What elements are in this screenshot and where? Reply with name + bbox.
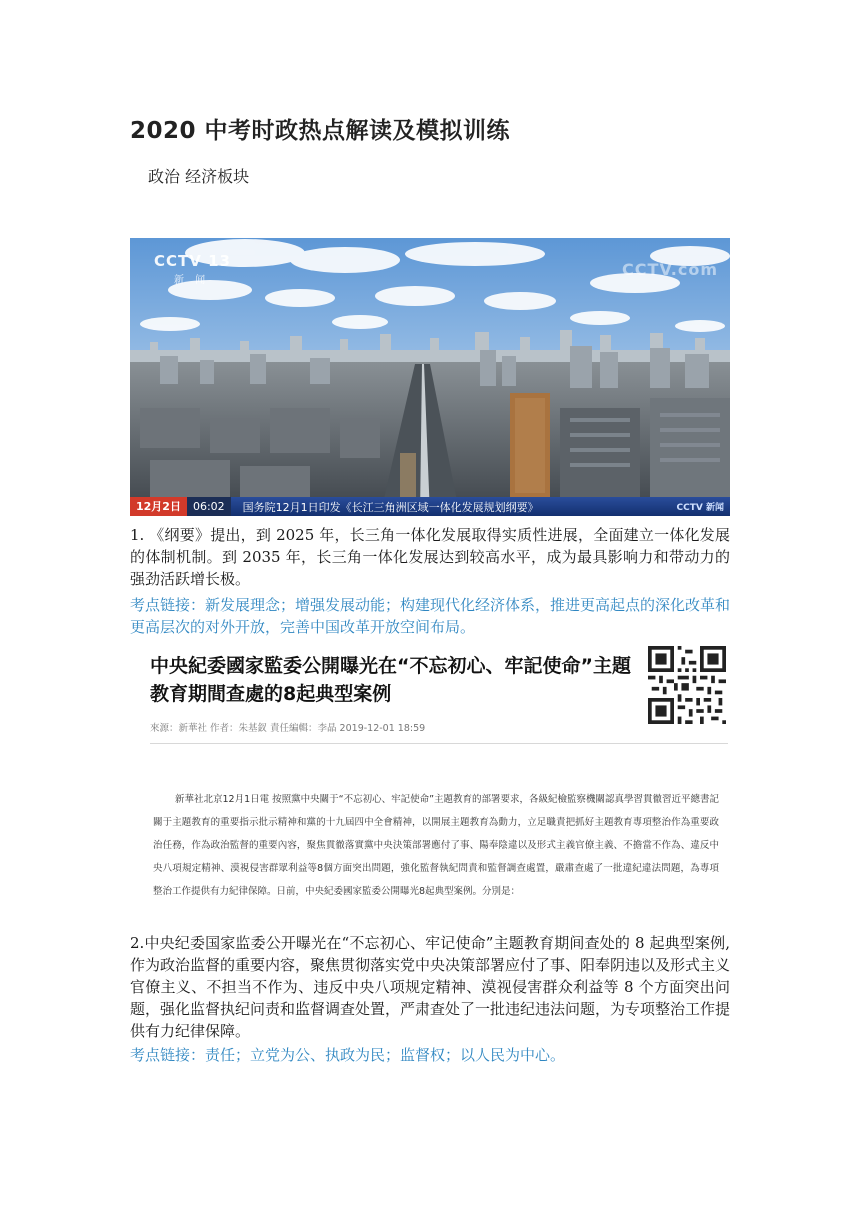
item-1-exam-link: 考点链接：新发展理念；增强发展动能；构建现代化经济体系，推进更高起点的深化改革和更高层次的对外开放，完善中国改革开放空间布局。 bbox=[130, 596, 731, 636]
ticker-headline: 国务院12月1日印发《长江三角洲区域一体化发展规划纲要》 bbox=[242, 500, 539, 514]
ticker-time: 06:02 bbox=[187, 497, 231, 516]
cctv-com-watermark: CCTV.com bbox=[622, 260, 718, 279]
cctv13-news-label: 新 闻 bbox=[174, 275, 210, 286]
city-aerial-photo bbox=[130, 238, 730, 516]
item-1-text: 1. 《纲要》提出，到 2025 年，长三角一体化发展取得实质性进展，全面建立一体化发展的体制机制。到 2035 年，长三角一体化发展达到较高水平，成为最具影响力和带动力的强劲活跃增长极。 bbox=[130, 526, 730, 588]
news-body-text: 新華社北京12月1日電 按照黨中央關于“不忘初心、牢記使命”主題教育的部署要求，各級紀檢監察機關認真學習貫徹習近平總書記關于主題教育的重要指示批示精神和黨的十九屆四中全會精神，以開展主題教育為動力，立足職責把抓好主題教育專項整治作為重要政治任務，作為政治監督的重要內容，聚焦貫徹落實黨中央決策部署應付了事、陽奉陰違以及形式主義官僚主義、不擔當不作為、違反中央八項規定精神、漠視侵害群眾利益等8個方面突出問題，強化監督執紀問責和監督調查處置，嚴肅查處了一批違紀違法問題，為專項整治工作提供有力紀律保障。日前，中央紀委國家監委公開曝光8起典型案例。分別是： bbox=[153, 794, 719, 897]
news-ticker bbox=[130, 497, 730, 516]
cctv13-logo: CCTV 13 bbox=[154, 252, 231, 270]
ticker-brand: CCTV 新闻 bbox=[676, 503, 724, 513]
ticker-date: 12月2日 bbox=[130, 497, 187, 516]
qr-code-icon bbox=[648, 646, 726, 724]
item-2-text: 2.中央纪委国家监委公开曝光在“不忘初心、牢记使命”主题教育期间查处的 8 起典型案例,作为政治监督的重要内容，聚焦贯彻落实党中央决策部署应付了事、阳奉阴违以及形式主义官僚主义、不担当不作为、违反中央八项规定精神、漠视侵害群众利益等 8 个方面突出问题，强化监督执纪问责和监督调查处置，严肃查处了一批违纪违法问题，为专项整治工作提供有力纪律保障。 bbox=[130, 934, 731, 1040]
document-subtitle: 政治 经济板块 bbox=[148, 167, 250, 186]
news-article-screenshot bbox=[148, 640, 730, 924]
news-meta: 來源：新華社 作者：朱基釵 責任編輯：李晶 2019-12-01 18:59 bbox=[150, 723, 426, 734]
news-headline: 中央紀委國家監委公開曝光在“不忘初心、牢記使命”主題教育期間查處的8起典型案例 bbox=[150, 655, 631, 705]
document-title: 2020 中考时政热点解读及模拟训练 bbox=[130, 118, 511, 144]
item-2-exam-link: 考点链接：责任；立党为公、执政为民；监督权；以人民为中心。 bbox=[130, 1046, 566, 1064]
city-skyline-illustration bbox=[130, 238, 730, 516]
news-divider bbox=[150, 743, 728, 744]
